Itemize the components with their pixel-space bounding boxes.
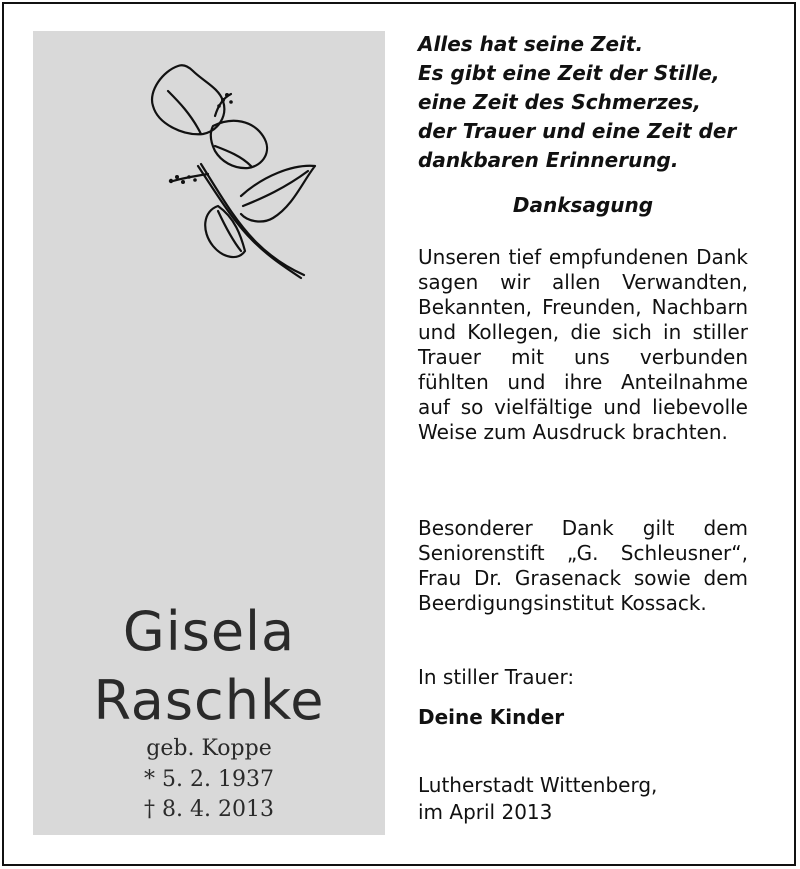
- date-line: im April 2013: [418, 800, 553, 824]
- quote-line: eine Zeit des Schmerzes,: [418, 90, 701, 114]
- death-date: † 8. 4. 2013: [144, 797, 274, 822]
- quote-line: Alles hat seine Zeit.: [418, 32, 644, 56]
- deceased-last-name: Raschke: [93, 669, 325, 732]
- heading-danksagung: Danksagung: [512, 193, 654, 217]
- signer: Deine Kinder: [418, 705, 565, 729]
- special-thanks-paragraph: Besonderer Dank gilt dem Seniorenstift „G. Schleusner“, Frau Dr. Grasenack sowie dem Beerdigungsinstitut Kossack.: [418, 516, 748, 615]
- quote-line: der Trauer und eine Zeit der: [418, 119, 737, 143]
- deceased-first-name: Gisela: [122, 600, 296, 663]
- quote-line: Es gibt eine Zeit der Stille,: [418, 61, 720, 85]
- thanks-paragraph: Unseren tief empfundenen Dank sagen wir allen Verwandten, Bekannten, Freunden, Nachbarn und Kollegen, die sich in stiller Trauer mit uns verbunden fühlten und ihre Anteilnahme auf so vielfältige und liebevolle Weise zum Ausdruck brachten.: [418, 245, 748, 444]
- birth-date: * 5. 2. 1937: [144, 767, 274, 792]
- birth-name: geb. Koppe: [146, 736, 272, 761]
- mourning-label: In stiller Trauer:: [418, 665, 575, 689]
- quote-block: [418, 30, 748, 175]
- place-line: Lutherstadt Wittenberg,: [418, 773, 658, 797]
- place-date: [418, 772, 748, 826]
- memorial-panel: [33, 31, 385, 835]
- calla-lily-icon: [123, 46, 323, 296]
- quote-line: dankbaren Erinnerung.: [418, 148, 679, 172]
